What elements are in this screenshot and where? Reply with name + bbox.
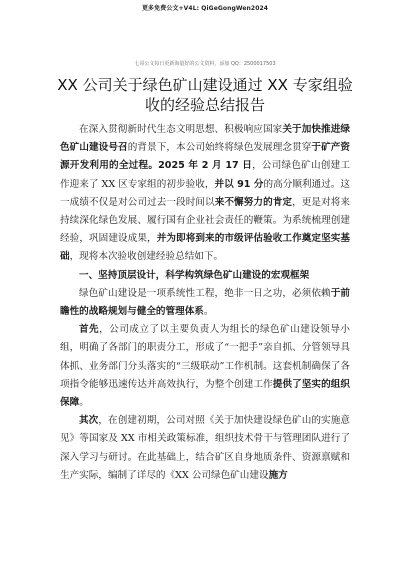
emphasis-run: 首先	[79, 324, 100, 336]
title-line-2: 收的经验总结报告	[144, 96, 265, 114]
paragraph-first	[60, 321, 350, 412]
section-heading-1: 一、坚持顶层设计，科学构筑绿色矿山建设的宏观框架	[79, 269, 310, 281]
text-run: ，公司绿色矿山创建工作迎来了 XX 区专家组的初步验收，	[60, 160, 350, 190]
promo-banner: 更多免费公文+V4L: QiGeGongWen2024	[141, 5, 269, 12]
text-run: 在深入贯彻新时代生态文明思想、积极响应国家	[79, 124, 283, 135]
emphasis-run: 提供了坚实的组织保障	[60, 378, 351, 409]
emphasis-run: 关于加快推进绿色矿山建设号召	[60, 124, 351, 154]
emphasis-run: 其次	[79, 415, 99, 427]
text-run: 的背景下，本公司始终将绿色发展理念贯穿	[127, 142, 312, 154]
paragraph-intro	[60, 121, 350, 267]
emphasis-run: 。2025 年 2 月 17 日	[148, 160, 253, 172]
emphasis-run: 并以 91 分	[214, 178, 264, 190]
emphasis-run: 施方	[268, 469, 288, 481]
text-run: ，在创建初期，公司对照《关于加快建设绿色矿山的实施意见》等国家及 XX 市相关政策标准，组织技术骨干与管理团队进行了深入学习与研讨。在此基础上，结合矿区自身地质条件、资源禀赋和生产实际，编制了详尽的《XX 公司绿色矿山建设	[60, 415, 351, 481]
emphasis-run: 来不懈努力的肯定	[214, 196, 293, 208]
paragraph-framework	[60, 285, 350, 321]
text-run: ，公司成立了以主要负责人为组长的绿色矿山建设领导小组，明确了各部门的职责分工，形成了“一把手”亲自抓、分管领导具体抓、业务部门分头落实的“三级联动”工作机制。这套机制确保了各项指令能够迅速传达并高效执行，为整个创建工作	[60, 324, 351, 390]
title-line-1: XX 公司关于绿色矿山建设通过 XX 专家组验	[57, 76, 353, 94]
text-run: ，更是对将来持续深化绿色发展、履行国有企业社会责任的鞭策。为系统梳理创建经验，巩固建设成果，	[60, 196, 351, 245]
notice-line: 七哥公文每日更新海量好的公文资料，添加 QQ：2500017503	[134, 61, 276, 67]
emphasis-run: 于矿产资源开发利用的全过程	[60, 142, 351, 172]
text-run: ，现将本次验收创建经验总结如下。	[69, 251, 224, 263]
paragraph-second	[60, 412, 350, 485]
text-run: 。	[79, 397, 89, 409]
emphasis-run: 并为即将到来的市级评估验收工作奠定坚实基础	[60, 233, 351, 263]
document-body	[60, 121, 350, 485]
text-run: 绿色矿山建设是一项系统性工程，绝非一日之功，必须依赖	[79, 287, 331, 299]
text-run: 。	[203, 306, 214, 318]
document-title	[50, 75, 360, 115]
emphasis-run: 于前瞻性的战略规划与健全的管理体系	[60, 287, 351, 318]
text-run: 的高分顺利通过。这一成绩不仅是对公司过去一段时间以	[60, 178, 351, 208]
